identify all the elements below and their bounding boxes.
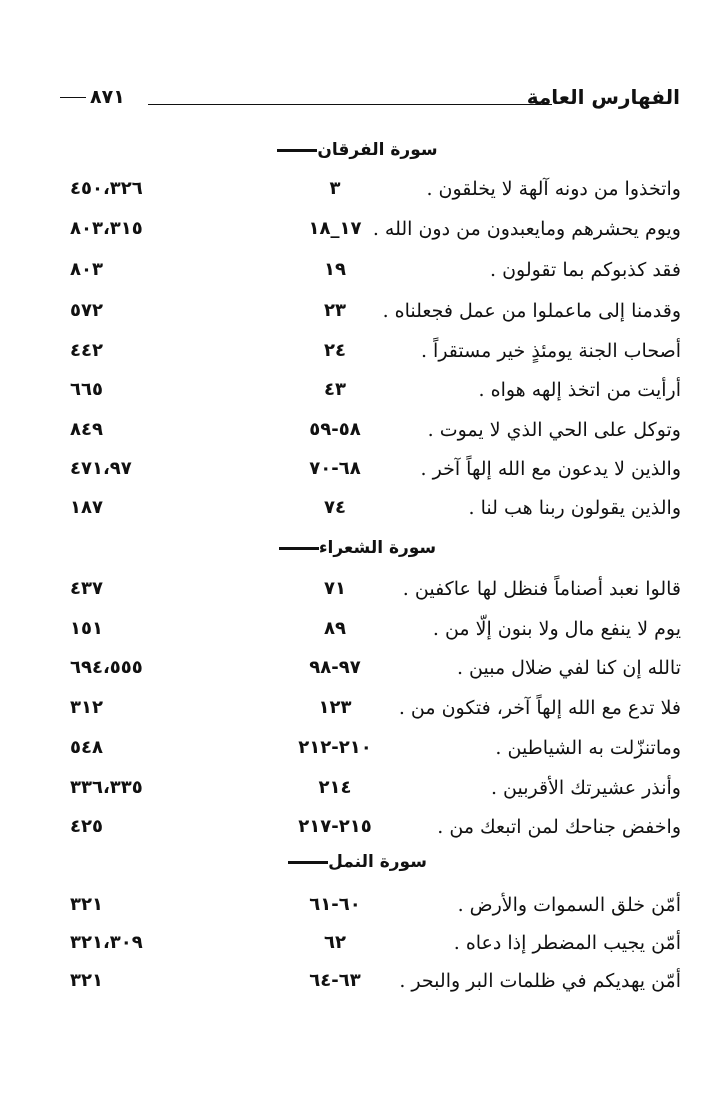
index-row	[0, 452, 713, 488]
header-dash	[60, 97, 86, 98]
page-references: ٤٤٢	[70, 340, 103, 361]
page-references: ٦٦٥	[70, 379, 103, 400]
index-row	[0, 334, 713, 370]
verse-text: أمّن يجيب المضطر إذا دعاه .	[453, 932, 681, 954]
index-row	[0, 771, 713, 807]
ayah-number: ٦٣-٦٤	[309, 970, 361, 991]
page-references: ٦٩٤،٥٥٥	[70, 657, 143, 678]
section-underline	[288, 861, 328, 864]
page-references: ٨٠٣	[70, 259, 103, 280]
header-page-number-wrap	[60, 82, 125, 112]
verse-text: أصحاب الجنة يومئذٍ خير مستقراً .	[420, 340, 681, 362]
verse-text: والذين لا يدعون مع الله إلهاً آخر .	[420, 458, 681, 480]
verse-text: أمّن يهديكم في ظلمات البر والبحر .	[399, 970, 681, 992]
index-row	[0, 926, 713, 962]
page-references: ٣٢١،٣٠٩	[70, 932, 143, 953]
verse-text: وأنذر عشيرتك الأقربين .	[490, 777, 681, 799]
ayah-number: ٧١	[324, 578, 346, 599]
index-row	[0, 572, 713, 608]
section-title-naml	[0, 850, 713, 874]
ayah-number: ٢٤	[324, 340, 346, 361]
verse-text: واخفض جناحك لمن اتبعك من .	[437, 816, 681, 838]
ayah-number: ٥٨-٥٩	[309, 419, 361, 440]
running-header	[60, 82, 680, 116]
header-title: الفهارس العامة	[526, 85, 680, 109]
verse-text: فقد كذبوكم بما تقولون .	[489, 259, 681, 281]
index-row	[0, 253, 713, 289]
ayah-number: ٢١٠-٢١٢	[298, 737, 372, 758]
page-references: ١٨٧	[70, 497, 103, 518]
index-row	[0, 212, 713, 248]
index-row	[0, 810, 713, 846]
ayah-number: ٧٤	[324, 497, 346, 518]
ayah-number: ٣	[329, 178, 341, 199]
verse-text: فلا تدع مع الله إلهاً آخر، فتكون من .	[398, 697, 681, 719]
verse-text: أمّن خلق السموات والأرض .	[457, 894, 681, 916]
page-references: ٤٧١،٩٧	[70, 458, 132, 479]
index-row	[0, 491, 713, 527]
index-row	[0, 172, 713, 208]
page-references: ١٥١	[70, 618, 103, 639]
page-references: ٥٧٢	[70, 300, 103, 321]
ayah-number: ١٧_١٨	[308, 218, 362, 239]
ayah-number: ١٢٣	[318, 697, 352, 718]
section-title-shuara	[0, 536, 713, 560]
header-rule	[148, 104, 552, 105]
ayah-number: ٩٧-٩٨	[309, 657, 361, 678]
ayah-number: ٤٣	[324, 379, 346, 400]
section-title-furqan	[0, 138, 713, 162]
verse-text: واتخذوا من دونه آلهة لا يخلقون .	[426, 178, 681, 200]
index-row	[0, 964, 713, 1000]
page-references: ٣٢١	[70, 970, 103, 991]
index-row	[0, 373, 713, 409]
verse-text: أرأيت من اتخذ إلهه هواه .	[478, 379, 681, 401]
index-row	[0, 294, 713, 330]
index-row	[0, 691, 713, 727]
page-number: ٨٧١	[90, 86, 125, 108]
section-title-text: سورة الفرقان	[317, 140, 438, 160]
page-references: ٥٤٨	[70, 737, 103, 758]
ayah-number: ٦٢	[324, 932, 346, 953]
ayah-number: ٦٠-٦١	[309, 894, 361, 915]
section-title-text: سورة النمل	[328, 852, 427, 872]
index-row	[0, 888, 713, 924]
index-row	[0, 731, 713, 767]
index-row	[0, 413, 713, 449]
page-references: ٣٢١	[70, 894, 103, 915]
index-row	[0, 612, 713, 648]
section-title-text: سورة الشعراء	[318, 538, 437, 558]
ayah-number: ١٩	[324, 259, 346, 280]
page-references: ٣٣٦،٣٣٥	[70, 777, 143, 798]
verse-text: ويوم يحشرهم ومايعبدون من دون الله .	[372, 218, 681, 240]
verse-text: وماتنزّلت به الشياطين .	[495, 737, 681, 759]
page-references: ٨٤٩	[70, 419, 103, 440]
verse-text: وتوكل على الحي الذي لا يموت .	[427, 419, 681, 441]
verse-text: والذين يقولون ربنا هب لنا .	[468, 497, 681, 519]
ayah-number: ٦٨-٧٠	[309, 458, 361, 479]
index-row	[0, 651, 713, 687]
page-references: ٤٢٥	[70, 816, 103, 837]
page-references: ٣١٢	[70, 697, 103, 718]
ayah-number: ٨٩	[324, 618, 346, 639]
page-references: ٤٣٧	[70, 578, 103, 599]
section-underline	[279, 547, 319, 550]
ayah-number: ٢١٤	[318, 777, 352, 798]
ayah-number: ٢٣	[324, 300, 346, 321]
verse-text: قالوا نعبد أصناماً فنظل لها عاكفين .	[402, 578, 681, 600]
ayah-number: ٢١٥-٢١٧	[298, 816, 372, 837]
verse-text: يوم لا ينفع مال ولا بنون إلّا من .	[432, 618, 681, 640]
verse-text: تالله إن كنا لفي ضلال مبين .	[456, 657, 681, 679]
verse-text: وقدمنا إلى ماعملوا من عمل فجعلناه .	[382, 300, 681, 322]
section-underline	[277, 149, 317, 152]
page-references: ٤٥٠،٣٢٦	[70, 178, 143, 199]
page-references: ٨٠٣،٣١٥	[70, 218, 143, 239]
